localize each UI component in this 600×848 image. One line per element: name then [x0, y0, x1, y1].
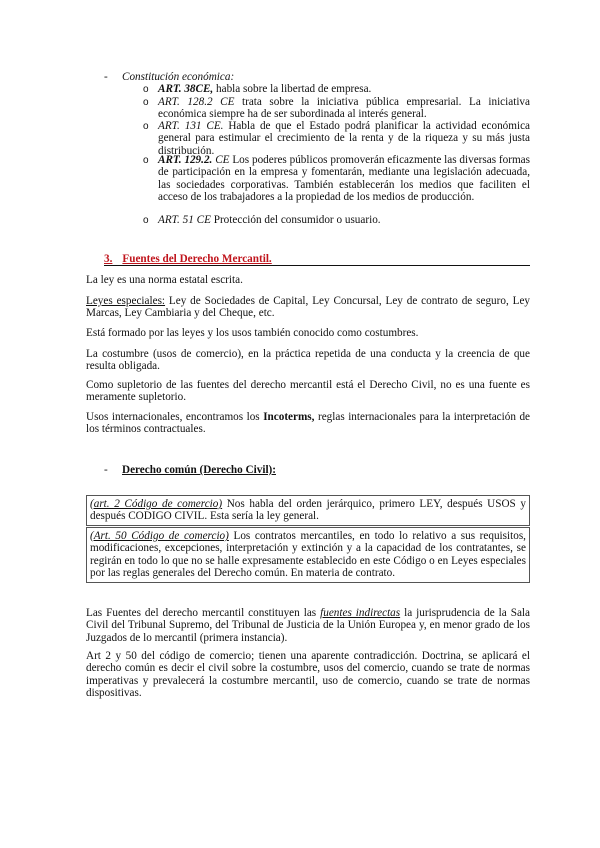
quote-box: (Art. 50 Código de comercio) Los contratos mercantiles, en todo lo relativo a sus requisitos, modificaciones, excepciones, interpretación y extinción y a la capacidad de los contratantes, se regirán en todo lo que no se halle expresamente establecido en este Código o en Leyes especiales por las reglas generales del Derecho común. En materia de contrato. [86, 527, 530, 583]
list-item: ART. 51 CE Protección del consumidor o usuario. [158, 214, 381, 226]
list-item: ART. 128.2 CE trata sobre la iniciativa pública empresarial. La iniciativa económica siempre ha de ser subordinada al interés general. [158, 96, 530, 121]
list-item: ART. 38CE, habla sobre la libertad de empresa. [158, 83, 372, 95]
list-item: ART. 129.2. CE Los poderes públicos promoverán eficazmente las diversas formas de participación en la empresa y fomentarán, mediante una legislación adecuada, las sociedades corporativas. También establecerán los medios que faciliten el acceso de los trabajadores a la propiedad de los medios de producción. [158, 154, 530, 204]
paragraph: Las Fuentes del derecho mercantil constituyen las fuentes indirectas la jurisprudencia de la Sala Civil del Tribunal Supremo, del Tribunal de Justicia de la Unión Europea y, en menor grado de los Juzgados de lo mercantil (primera instancia). [86, 607, 530, 644]
list-dash: - [104, 71, 108, 83]
paragraph: Está formado por las leyes y los usos también conocido como costumbres. [86, 327, 419, 339]
derecho-comun-title: Derecho común (Derecho Civil): [122, 464, 276, 476]
constitucion-title: Constitución económica: [122, 71, 235, 83]
section-number: 3. [104, 253, 113, 265]
section-title: Fuentes del Derecho Mercantil. [122, 253, 272, 265]
quote-box: (art. 2 Código de comercio) Nos habla del orden jerárquico, primero LEY, después USOS y después CODIGO CIVIL. Esta sería la ley general. [86, 495, 530, 526]
bullet-icon: o [143, 155, 149, 166]
paragraph: Usos internacionales, encontramos los Incoterms, reglas internacionales para la interpretación de los términos contractuales. [86, 411, 530, 436]
paragraph: Art 2 y 50 del código de comercio; tienen una aparente contradicción. Doctrina, se aplicará el derecho común es decir el civil sobre la costumbre, usos del comercio, cuando se trate de normas imperativas y prevalecerá la costumbre mercantil, uso de comercio, cuando se trate de normas dispositivas. [86, 650, 530, 700]
list-item: ART. 131 CE. Habla de que el Estado podrá planificar la actividad económica general para estimular el crecimiento de la renta y de la riqueza y su más justa distribución. [158, 120, 531, 157]
bullet-icon: o [143, 121, 149, 132]
paragraph: Como supletorio de las fuentes del derecho mercantil está el Derecho Civil, no es una fuente es meramente supletorio. [86, 379, 530, 404]
bullet-icon: o [143, 97, 149, 108]
paragraph: La ley es una norma estatal escrita. [86, 274, 243, 286]
paragraph: La costumbre (usos de comercio), en la práctica repetida de una conducta y la creencia de que resulta obligada. [86, 348, 530, 373]
list-dash: - [104, 464, 108, 476]
bullet-icon: o [143, 215, 149, 226]
bullet-icon: o [143, 84, 149, 95]
section-heading [104, 253, 530, 266]
paragraph: Leyes especiales: Ley de Sociedades de Capital, Ley Concursal, Ley de contrato de seguro, Ley Marcas, Ley Cambiaria y del Cheque, etc. [86, 295, 531, 320]
